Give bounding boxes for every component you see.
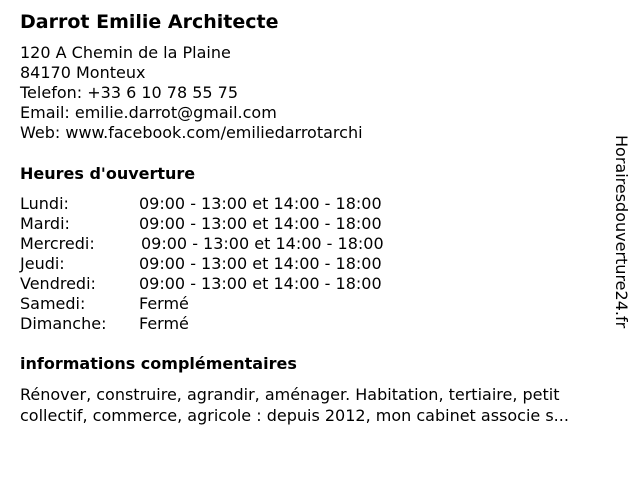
address-line-2: 84170 Monteux — [20, 63, 146, 82]
phone-line: Telefon: +33 6 10 78 55 75 — [20, 83, 239, 102]
day-label: Mercredi: — [20, 234, 95, 253]
day-label: Dimanche: — [20, 314, 107, 333]
opening-hours-table — [20, 194, 384, 334]
address-line-1: 120 A Chemin de la Plaine — [20, 43, 231, 62]
opening-hours-heading: Heures d'ouverture — [20, 164, 196, 183]
day-hours: 09:00 - 13:00 et 14:00 - 18:00 — [141, 234, 384, 253]
day-hours: Fermé — [139, 314, 189, 333]
hours-row-monday — [20, 194, 384, 214]
hours-row-saturday — [20, 294, 384, 314]
hours-row-sunday — [20, 314, 384, 334]
info-line-2: collectif, commerce, agricole : depuis 2012, mon cabinet associe s... — [20, 406, 569, 425]
day-label: Samedi: — [20, 294, 86, 313]
site-watermark: Horairesdouverture24.fr — [612, 135, 631, 329]
additional-info-text — [20, 384, 620, 426]
hours-row-thursday — [20, 254, 384, 274]
email-line: Email: emilie.darrot@gmail.com — [20, 103, 277, 122]
day-hours: 09:00 - 13:00 et 14:00 - 18:00 — [139, 274, 382, 293]
day-hours: Fermé — [139, 294, 189, 313]
contact-block — [20, 43, 363, 143]
business-name: Darrot Emilie Architecte — [20, 11, 279, 33]
additional-info-heading: informations complémentaires — [20, 354, 297, 373]
hours-row-friday — [20, 274, 384, 294]
day-label: Jeudi: — [20, 254, 65, 273]
day-hours: 09:00 - 13:00 et 14:00 - 18:00 — [139, 214, 382, 233]
day-hours: 09:00 - 13:00 et 14:00 - 18:00 — [139, 254, 382, 273]
day-label: Mardi: — [20, 214, 70, 233]
hours-row-tuesday — [20, 214, 384, 234]
day-label: Vendredi: — [20, 274, 96, 293]
day-hours: 09:00 - 13:00 et 14:00 - 18:00 — [139, 194, 382, 213]
day-label: Lundi: — [20, 194, 69, 213]
hours-row-wednesday — [20, 234, 384, 254]
info-line-1: Rénover, construire, agrandir, aménager. Habitation, tertiaire, petit — [20, 385, 560, 404]
web-line: Web: www.facebook.com/emiliedarrotarchi — [20, 123, 363, 142]
